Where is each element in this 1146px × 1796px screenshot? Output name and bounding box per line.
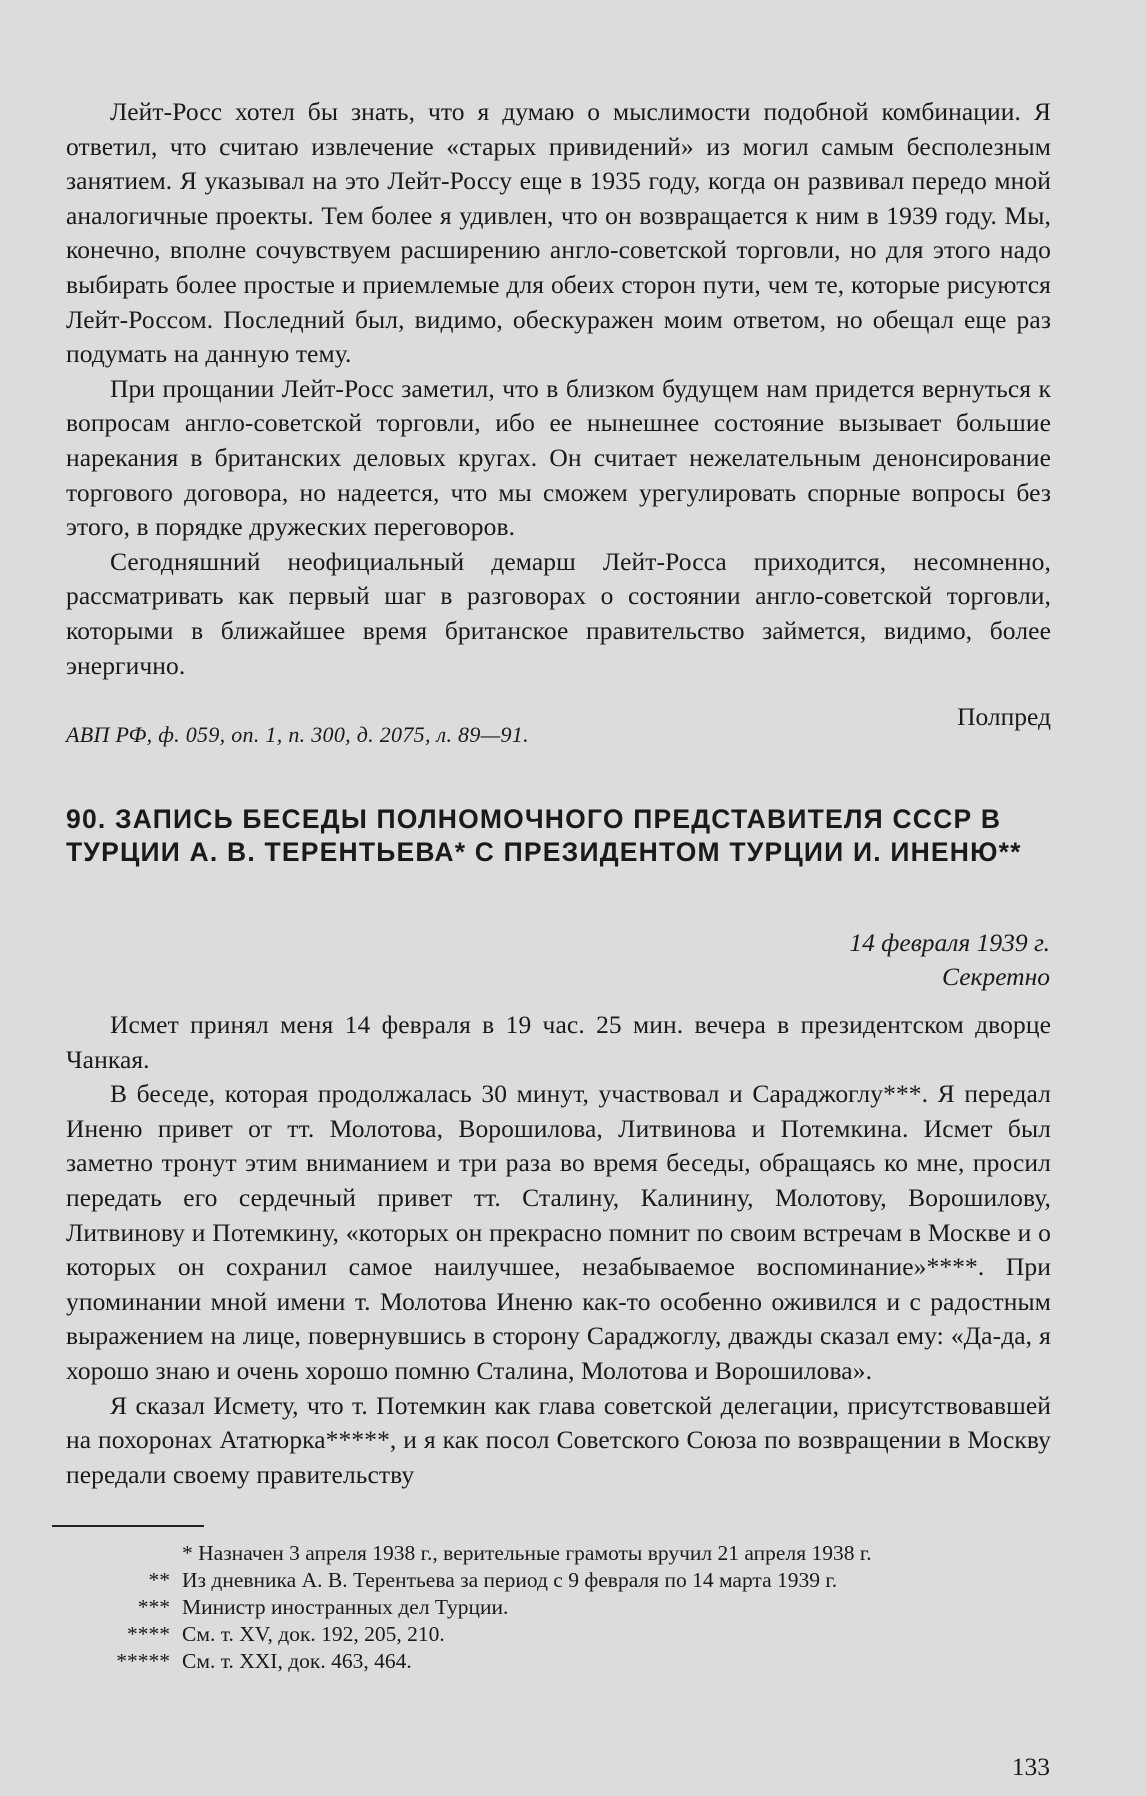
document-heading: 90. ЗАПИСЬ БЕСЕДЫ ПОЛНОМОЧНОГО ПРЕДСТАВИТЕЛЯ СССР В ТУРЦИИ А. В. ТЕРЕНТЬЕВА* С ПРЕЗИДЕНТОМ ТУРЦИИ И. ИНЕНЮ** <box>66 804 1022 867</box>
footnote <box>52 1594 1052 1621</box>
classification-label: Секретно <box>942 962 1050 991</box>
footnotes <box>52 1540 1052 1675</box>
footnote-text: См. т. XV, док. 192, 205, 210. <box>182 1622 445 1646</box>
footnote-mark: ***** <box>116 1649 170 1673</box>
archive-source: АВП РФ, ф. 059, оп. 1, п. 300, д. 2075, л. 89—91. <box>66 722 529 747</box>
footnote <box>52 1621 1052 1648</box>
signature: Полпред <box>957 702 1051 731</box>
footnote <box>52 1648 1052 1675</box>
paragraph: Лейт-Росс хотел бы знать, что я думаю о мыслимости подобной комбинации. Я ответил, что считаю извлечение «старых привидений» из могил самым бесполезным занятием. Я указывал на это Лейт-Россу еще в 1935 году, когда он развивал передо мной аналогичные проекты. Тем более я удивлен, что он возвращается к ним в 1939 году. Мы, конечно, вполне сочувствуем расширению англо-советской торговли, но для этого надо выбирать более простые и приемлемые для обеих сторон пути, чем те, которые рисуются Лейт-Россом. Последний был, видимо, обескуражен моим ответом, но обещал еще раз подумать на данную тему. <box>66 97 1051 369</box>
page-number: 133 <box>1011 1752 1050 1781</box>
paragraph: При прощании Лейт-Росс заметил, что в близком будущем нам придется вернуться к вопросам англо-советской торговли, ибо ее нынешнее состояние вызывает большие нарекания в британских деловых кругах. Он считает нежелательным денонсирование торгового договора, но надеется, что мы сможем урегулировать спорные вопросы без этого, в порядке дружеских переговоров. <box>66 373 1051 542</box>
footnote-text: Из дневника А. В. Терентьева за период с 9 февраля по 14 марта 1939 г. <box>182 1568 838 1592</box>
paragraph: Исмет принял меня 14 февраля в 19 час. 25 мин. вечера в президентском дворце Чанкая. <box>66 1010 1051 1074</box>
paragraph: Сегодняшний неофициальный демарш Лейт-Росса приходится, несомненно, рассматривать как первый шаг в разговорах о состоянии англо-советской торговли, которыми в ближайшее время британское правительство займется, видимо, более энергично. <box>66 546 1051 680</box>
footnote-mark: * <box>182 1541 193 1565</box>
footnote <box>52 1567 1052 1594</box>
date-block <box>849 926 1050 994</box>
text-block-bottom <box>66 1008 1051 1492</box>
footnote-mark: ** <box>148 1568 170 1592</box>
footnote-divider <box>52 1525 204 1527</box>
footnote-mark: *** <box>137 1595 170 1619</box>
footnote-text: Министр иностранных дел Турции. <box>182 1595 509 1619</box>
paragraph: Я сказал Исмету, что т. Потемкин как глава советской делегации, присутствовавшей на похоронах Ататюрка*****, и я как посол Советского Союза по возвращении в Москву передали своему правительству <box>66 1390 1051 1489</box>
footnote <box>52 1540 1052 1567</box>
text-block-top <box>66 95 1051 683</box>
paragraph: В беседе, которая продолжалась 30 минут, участвовал и Сараджоглу***. Я передал Иненю привет от тт. Молотова, Ворошилова, Литвинова и Потемкина. Исмет был заметно тронут этим вниманием и три раза во время беседы, обращаясь ко мне, просил передать его сердечный привет тт. Сталину, Калинину, Молотову, Ворошилову, Литвинову и Потемкину, «которых он прекрасно помнит по своим встречам в Москве и о которых он сохранил самое наилучшее, незабываемое воспоминание»****. При упоминании мной имени т. Молотова Иненю как-то особенно оживился и с радостным выражением на лице, повернувшись в сторону Сараджоглу, дважды сказал ему: «Да-да, я хорошо знаю и очень хорошо помню Сталина, Молотова и Ворошилова». <box>66 1079 1051 1385</box>
footnote-text: Назначен 3 апреля 1938 г., верительные грамоты вручил 21 апреля 1938 г. <box>198 1541 872 1565</box>
footnote-mark: **** <box>127 1622 170 1646</box>
document-date: 14 февраля 1939 г. <box>849 928 1050 957</box>
footnote-text: См. т. XXI, док. 463, 464. <box>182 1649 412 1673</box>
